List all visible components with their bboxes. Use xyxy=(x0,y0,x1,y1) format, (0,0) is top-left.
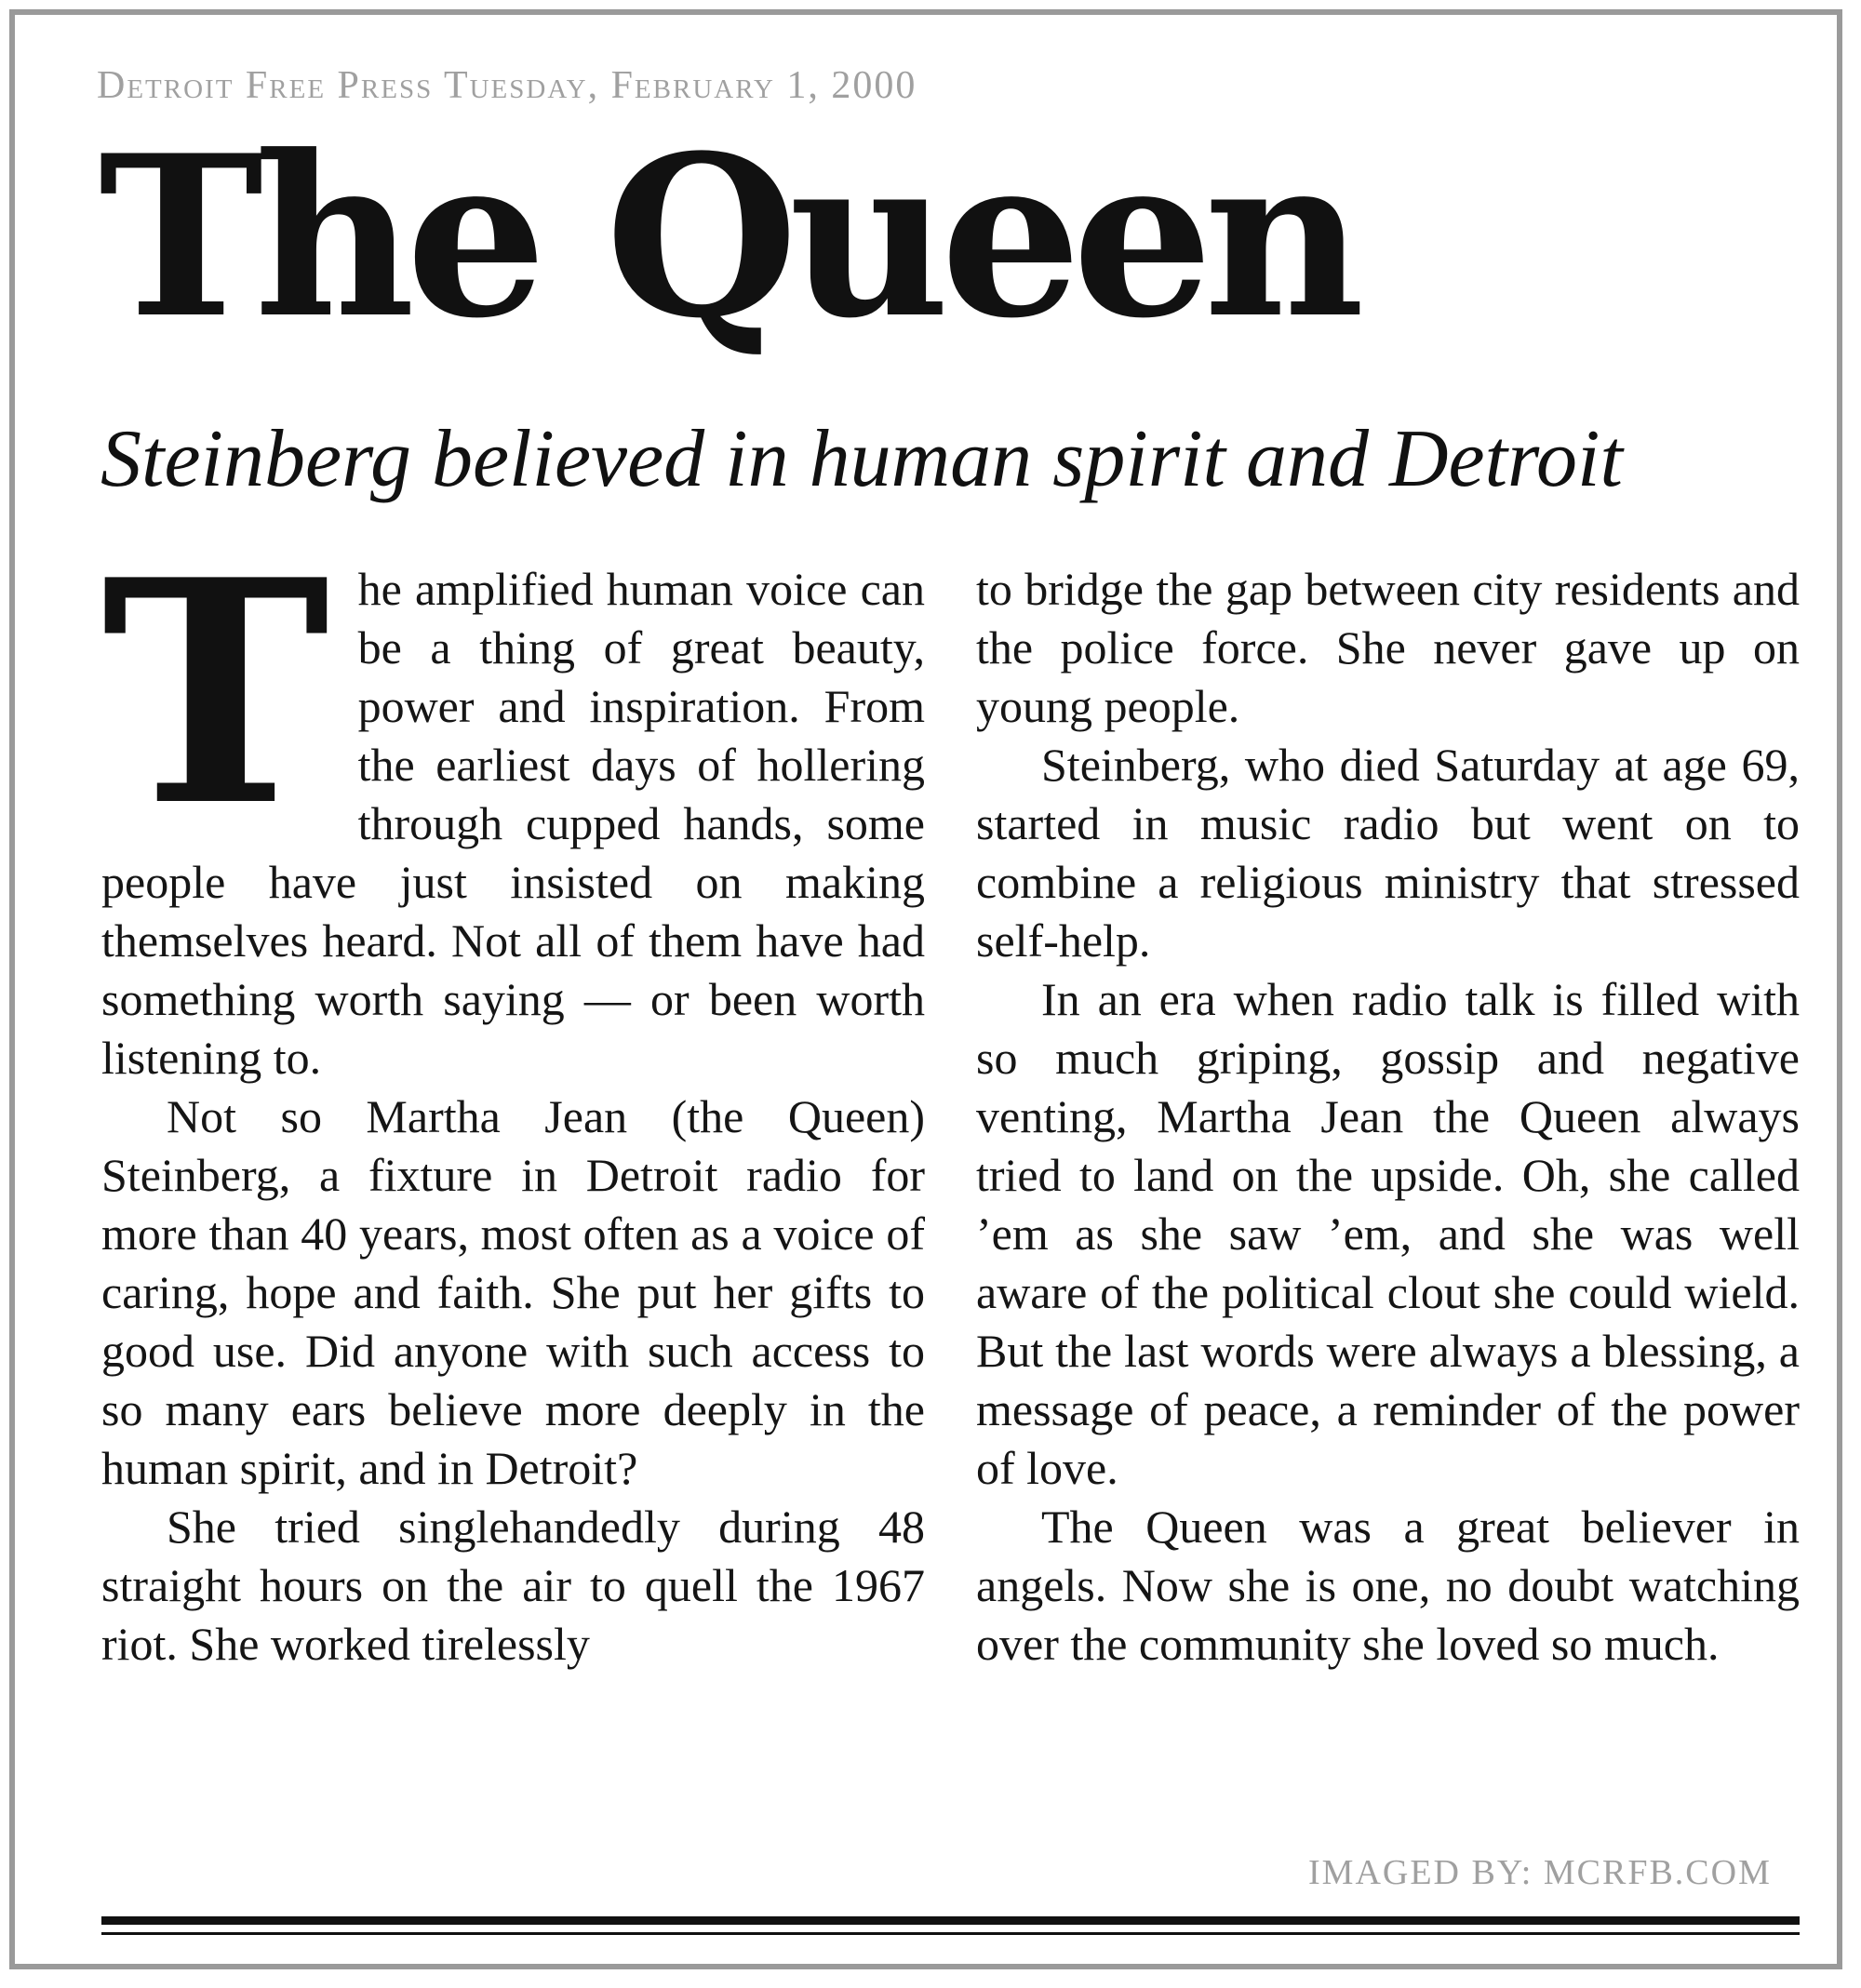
article-paragraph-1 xyxy=(101,513,925,1087)
image-credit: IMAGED BY: MCRFB.COM xyxy=(1308,1853,1772,1892)
article-paragraph-6: The Queen was a great believer in angels. Now she is one, no doubt watching over the community she loved so much. xyxy=(976,1501,1800,1670)
article-column-right xyxy=(976,560,1800,1674)
page-frame xyxy=(9,9,1842,1969)
article-paragraph-2: Not so Martha Jean (the Queen) Steinberg, a fixture in Detroit radio for more than 40 years, most often as a voice of caring, hope and faith. She put her gifts to good use. Did anyone with such access to so many ears believe more deeply in the human spirit, and in Detroit? xyxy=(101,1090,925,1494)
article-paragraph-3-start: She tried singlehandedly during 48 straight hours on the air to quell the 1967 riot. She worked tirelessly xyxy=(101,1501,925,1670)
article-paragraph-3-end: to bridge the gap between city residents and the police force. She never gave up on young people. xyxy=(976,563,1800,732)
headline: The Queen xyxy=(99,108,1356,367)
drop-cap: T xyxy=(101,513,330,874)
article-paragraph-5: In an era when radio talk is filled with so much griping, gossip and negative venting, Martha Jean the Queen always tried to land on the upside. Oh, she called ’em as she saw ’em, and she was well aware of the political clout she could wield. But the last words were always a blessing, a message of peace, a reminder of the power of love. xyxy=(976,973,1800,1494)
footer-rule-thin xyxy=(101,1932,1800,1935)
footer-rule-thick xyxy=(101,1916,1800,1925)
article-paragraph-1-text: he amplified human voice can be a thing of great beauty, power and inspiration. From the earliest days of hollering through cupped hands, some people have just insisted on making themselves heard. Not all of them have had something worth saying — or been worth listening to. xyxy=(101,563,925,1084)
article-column-left xyxy=(101,513,925,1674)
subheadline: Steinberg believed in human spirit and Detroit xyxy=(100,414,1623,504)
article-paragraph-4: Steinberg, who died Saturday at age 69, started in music radio but went on to combine a religious ministry that stressed self-help. xyxy=(976,739,1800,967)
dateline: Detroit Free Press Tuesday, February 1, 2000 xyxy=(97,64,917,107)
